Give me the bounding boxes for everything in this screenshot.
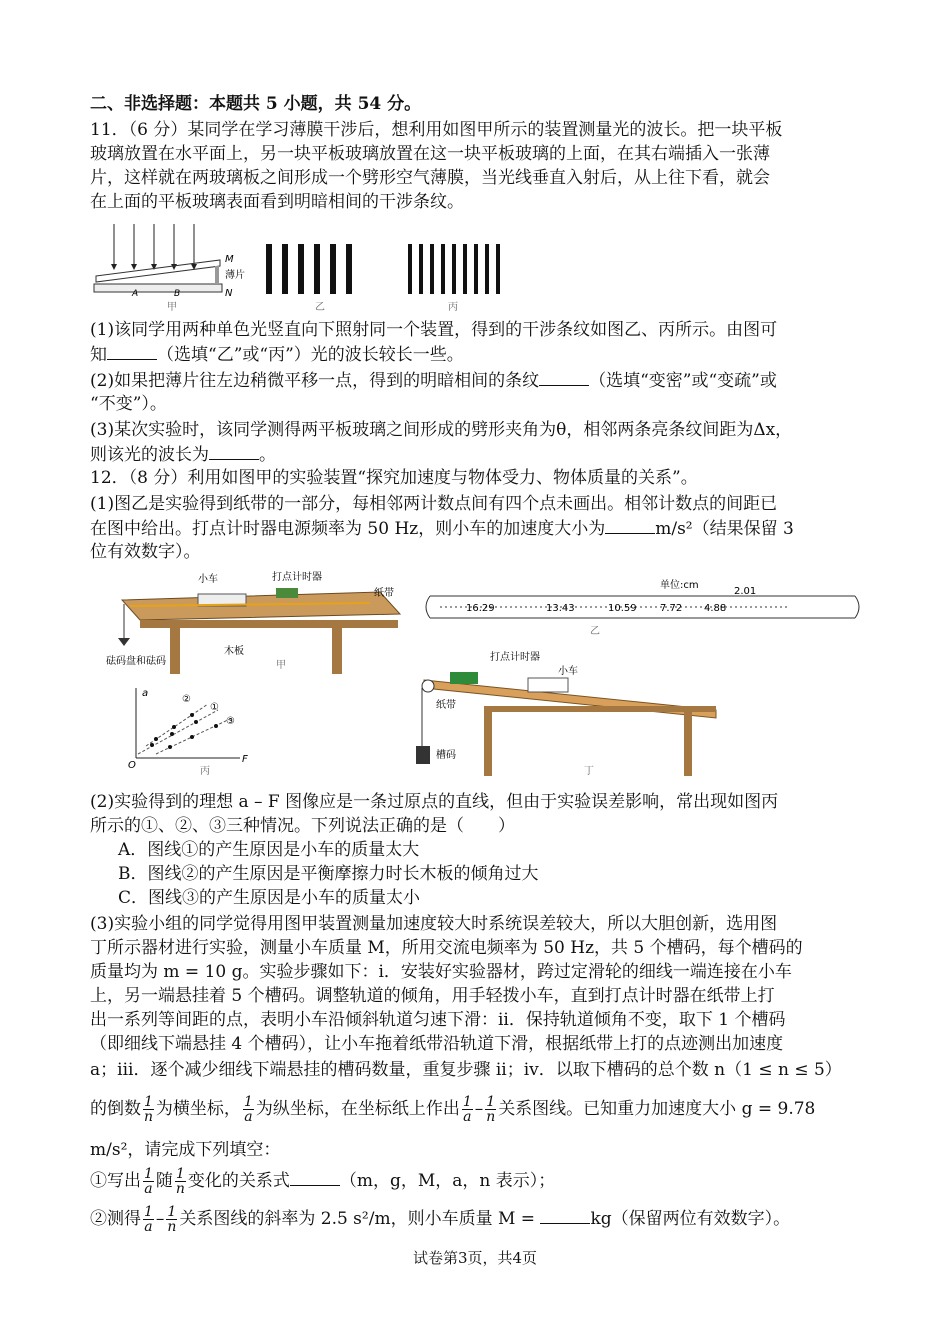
label-film: 薄片: [225, 270, 245, 281]
answer-blank-q11-1[interactable]: [107, 342, 157, 360]
fraction-1-over-a: $\frac{1}{a}$: [144, 1204, 153, 1235]
fraction-1-over-a: $\frac{1}{a}$: [144, 1166, 153, 1197]
fraction-1-over-n: $\frac{1}{n}$: [175, 1166, 185, 1197]
ding-label-timer: 打点计时器: [490, 652, 540, 663]
label-yi: 乙: [315, 302, 325, 313]
page-footer: 试卷第3页，共4页: [412, 1249, 538, 1267]
fraction-1-over-n: $\frac{1}{n}$: [143, 1094, 153, 1125]
yi-value-2: 13.43: [546, 603, 575, 614]
q12-part2-line1: (2)实验得到的理想 a – F 图像应是一条过原点的直线，但由于实验误差影响，常出现如图丙: [90, 792, 779, 812]
bing-line-1: ①: [210, 702, 219, 713]
q11-line-2: 玻璃放置在水平面上，另一块平板玻璃放置在这一块平板玻璃的上面，在其右端插入一张薄: [90, 144, 770, 164]
answer-blank-q11-3[interactable]: [209, 442, 259, 460]
q11-part1-line1: (1)该同学用两种单色光竖直向下照射同一个装置，得到的干涉条纹如图乙、丙所示。由图可: [90, 320, 778, 340]
label-jia: 甲: [167, 302, 177, 313]
q12-sub1: ①写出 $\frac{1}{a}$ 随 $\frac{1}{n}$ 变化的关系式 （m，g，M，a，n 表示）；: [90, 1166, 556, 1197]
figure-ding-apparatus: [416, 650, 716, 777]
label-M: M: [225, 254, 234, 265]
q12-part3-line5: 出一系列等间距的点，表明小车沿倾斜轨道匀速下滑：ii．保持轨道倾角不变，取下 1 个槽码: [90, 1010, 786, 1030]
q11-line-4: 在上面的平板玻璃表面看到明暗相间的干涉条纹。: [90, 192, 464, 212]
q12-part1-line1: (1)图乙是实验得到纸带的一部分，每相邻两计数点间有四个点未画出。相邻计数点的间距已: [90, 494, 778, 514]
q12-part2-line2: 所示的①、②、③三种情况。下列说法正确的是（ ）: [90, 816, 515, 836]
yi-value-4: 7.72: [660, 603, 683, 614]
q12-part3-line9: m/s²，请完成下列填空：: [90, 1140, 281, 1160]
label-A: A: [132, 289, 139, 299]
q12-title: 12．（8 分）利用如图甲的实验装置“探究加速度与物体受力、物体质量的关系”。: [90, 468, 698, 488]
figure-jia-apparatus: [106, 570, 400, 674]
bing-y-axis: a: [142, 688, 149, 699]
answer-blank-q11-2[interactable]: [539, 368, 589, 386]
yi-value-5: 4.88: [704, 603, 727, 614]
fraction-1-over-n: $\frac{1}{n}$: [486, 1094, 496, 1125]
jia-label-hanger: 砝码盘和砝码: [106, 656, 166, 667]
q11-line-3: 片，这样就在两玻璃板之间形成一个劈形空气薄膜，当光线垂直入射后，从上往下看，就会: [90, 168, 770, 188]
bing-origin: O: [128, 760, 136, 771]
label-B: B: [174, 289, 181, 299]
q11-part3-line1: (3)某次实验时，该同学测得两平板玻璃之间形成的劈形夹角为θ，相邻两条亮条纹间距为Δx，: [90, 420, 793, 440]
figure-bing-graph: [128, 688, 248, 777]
fraction-1-over-a: $\frac{1}{a}$: [462, 1094, 472, 1125]
q12-sub2: ②测得 $\frac{1}{a}$ – $\frac{1}{n}$ 关系图线的斜率为 2.5 s²/m，则小车质量 M = kg（保留两位有效数字）。: [90, 1204, 791, 1235]
yi-value-3: 10.59: [608, 603, 637, 614]
q12-part1-line3: 位有效数字）。: [90, 542, 201, 562]
figure-yi-tape: [426, 578, 859, 637]
jia-label-board: 木板: [224, 646, 244, 657]
yi-value-6: 2.01: [734, 586, 757, 597]
wedge-apparatus-figure: [94, 224, 245, 313]
ding-label-weights: 槽码: [436, 750, 456, 761]
jia-label-tape: 纸带: [374, 588, 394, 599]
q12-part3-line8: 的倒数 $\frac{1}{n}$ 为横坐标， $\frac{1}{a}$ 为纵坐标，在坐标纸上作出 $\frac{1}{a}$ – $\frac{1}{n}$ 关系图线。已知重力加速度大小 g = 9.78: [90, 1094, 816, 1125]
fraction-1-over-n: $\frac{1}{n}$: [167, 1204, 177, 1235]
bing-line-3: ③: [226, 716, 235, 727]
fraction-1-over-a: $\frac{1}{a}$: [243, 1094, 253, 1125]
yi-unit: 单位:cm: [660, 580, 699, 591]
q12-part3-line6: （即细线下端悬挂 4 个槽码），让小车拖着纸带沿轨道下滑，根据纸带上打的点迹测出加速度: [90, 1034, 784, 1054]
bing-x-axis: F: [242, 754, 248, 765]
option-a[interactable]: A．图线①的产生原因是小车的质量太大: [118, 840, 420, 860]
ding-label-car: 小车: [558, 666, 578, 677]
section-header: 二、非选择题：本题共 5 小题，共 54 分。: [90, 94, 422, 114]
answer-blank-q12-3-1[interactable]: [290, 1168, 340, 1186]
q11-line-1: 11．（6 分）某同学在学习薄膜干涉后，想利用如图甲所示的装置测量光的波长。把一块平板: [90, 120, 783, 140]
q11-part2-line2: “不变”）。: [90, 394, 167, 414]
q12-part3-line2: 丁所示器材进行实验，测量小车质量 M，所用交流电频率为 50 Hz，共 5 个槽码，每个槽码的: [90, 938, 803, 958]
q11-part1-line2: 知 （选填“乙”或“丙”）光的波长较长一些。: [90, 342, 870, 367]
q11-part3-line2: 则该光的波长为 。: [90, 442, 870, 467]
bing-line-2: ②: [182, 694, 191, 705]
q12-part3-line7: a；iii．逐个减少细线下端悬挂的槽码数量，重复步骤 ii；iv．以取下槽码的总个数 n（1 ≤ n ≤ 5）: [90, 1060, 842, 1080]
ding-label: 丁: [584, 766, 594, 777]
yi-label: 乙: [590, 626, 600, 637]
jia-label: 甲: [276, 660, 286, 671]
q12-figures: [100, 568, 860, 783]
answer-blank-q12-1[interactable]: [605, 516, 655, 534]
fringe-pattern-yi: [266, 244, 352, 313]
label-N: N: [225, 288, 233, 299]
jia-label-timer: 打点计时器: [272, 572, 322, 583]
jia-label-car: 小车: [198, 574, 218, 585]
option-c[interactable]: C．图线③的产生原因是小车的质量太小: [118, 888, 421, 908]
fringe-pattern-bing: [408, 244, 500, 313]
label-bing: 丙: [448, 302, 458, 313]
q11-figures: [92, 220, 542, 315]
ding-label-tape: 纸带: [436, 700, 456, 711]
yi-value-1: 16.29: [466, 603, 495, 614]
q11-part2-line1: (2)如果把薄片往左边稍微平移一点，得到的明暗相间的条纹 （选填“变密”或“变疏”或: [90, 368, 870, 393]
bing-label: 丙: [200, 766, 210, 777]
q12-part3-line4: 上，另一端悬挂着 5 个槽码。调整轨道的倾角，用手轻拨小车，直到打点计时器在纸带上打: [90, 986, 775, 1006]
q12-part3-line1: (3)实验小组的同学觉得用图甲装置测量加速度较大时系统误差较大，所以大胆创新，选用图: [90, 914, 778, 934]
answer-blank-q12-3-2[interactable]: [540, 1206, 590, 1224]
q12-part3-line3: 质量均为 m = 10 g。实验步骤如下：i．安装好实验器材，跨过定滑轮的细线一端连接在小车: [90, 962, 792, 982]
q12-part1-line2: 在图中给出。打点计时器电源频率为 50 Hz，则小车的加速度大小为 m/s²（结果保留 3: [90, 516, 870, 541]
option-b[interactable]: B．图线②的产生原因是平衡摩擦力时长木板的倾角过大: [118, 864, 539, 884]
